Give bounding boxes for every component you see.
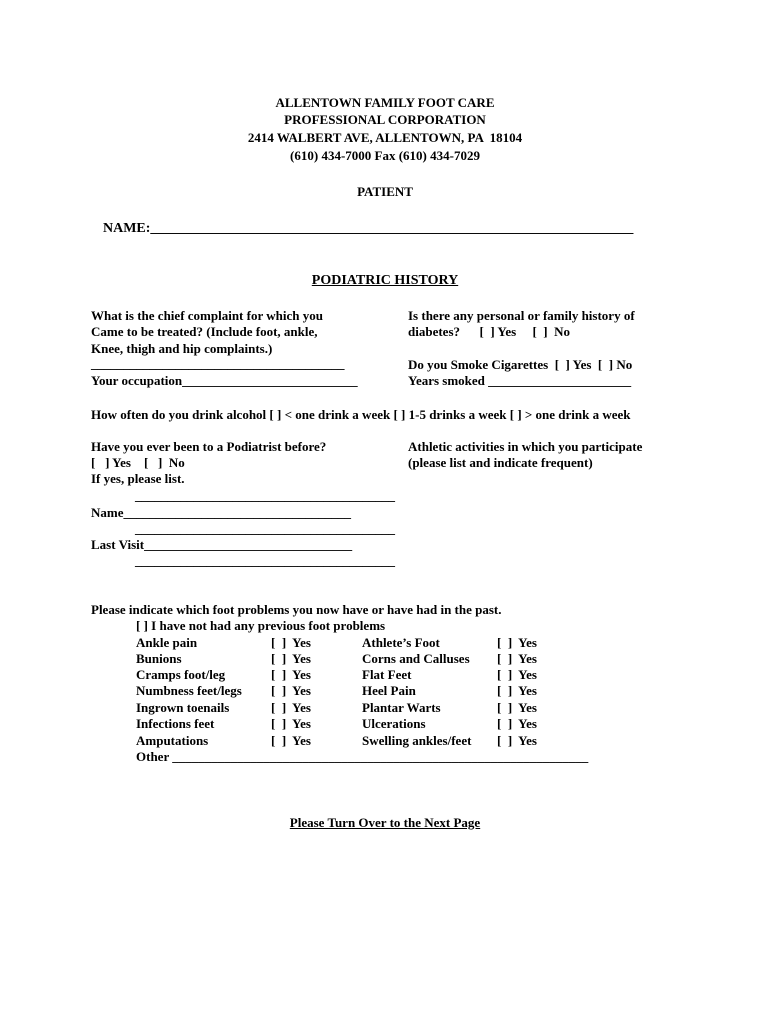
athletic-note: (please list and indicate frequent) xyxy=(408,455,593,470)
problem-yes-checkbox[interactable]: [ ] Yes xyxy=(271,651,311,666)
section-title: PODIATRIC HISTORY xyxy=(311,273,459,288)
chief-complaint-line[interactable]: _______________________________________ xyxy=(91,356,345,371)
podiatrist-line-c[interactable]: ________________________________________ xyxy=(135,553,395,568)
problem-yes-checkbox[interactable]: [ ] Yes xyxy=(497,683,537,698)
problem-yes-checkbox[interactable]: [ ] Yes xyxy=(271,635,311,650)
foot-problems-intro: Please indicate which foot problems you now have or have had in the past. xyxy=(91,602,502,617)
problem-label: Numbness feet/legs xyxy=(136,683,242,698)
chief-complaint-q2: Came to be treated? (Include foot, ankle, xyxy=(91,324,318,339)
years-smoked-field[interactable]: Years smoked ______________________ xyxy=(408,373,632,388)
patient-heading: PATIENT xyxy=(357,184,413,199)
podiatrist-if-yes: If yes, please list. xyxy=(91,471,185,486)
problem-yes-checkbox[interactable]: [ ] Yes xyxy=(271,667,311,682)
patient-name-field[interactable]: NAME:_____________________________________________________________________ xyxy=(103,221,634,236)
chief-complaint-q1: What is the chief complaint for which you xyxy=(91,308,323,323)
problem-yes-checkbox[interactable]: [ ] Yes xyxy=(271,716,311,731)
problem-yes-checkbox[interactable]: [ ] Yes xyxy=(497,651,537,666)
problem-yes-checkbox[interactable]: [ ] Yes xyxy=(497,667,537,682)
practice-name: ALLENTOWN FAMILY FOOT CARE xyxy=(275,95,495,110)
alcohol-question[interactable]: How often do you drink alcohol [ ] < one drink a week [ ] 1-5 drinks a week [ ] > one drink a week xyxy=(91,407,631,422)
smoke-question[interactable]: Do you Smoke Cigarettes [ ] Yes [ ] No xyxy=(408,357,633,372)
podiatrist-options[interactable]: [ ] Yes [ ] No xyxy=(91,455,185,470)
problem-label: Athlete’s Foot xyxy=(362,635,440,650)
problem-label: Flat Feet xyxy=(362,667,412,682)
podiatrist-question: Have you ever been to a Podiatrist before? xyxy=(91,439,327,454)
no-foot-problems-option[interactable]: [ ] I have not had any previous foot problems xyxy=(136,618,386,633)
problem-yes-checkbox[interactable]: [ ] Yes xyxy=(497,733,537,748)
problem-yes-checkbox[interactable]: [ ] Yes xyxy=(271,683,311,698)
chief-complaint-q3: Knee, thigh and hip complaints.) xyxy=(91,341,273,356)
problem-label: Cramps foot/leg xyxy=(136,667,226,682)
problem-label: Infections feet xyxy=(136,716,215,731)
problem-label: Swelling ankles/feet xyxy=(362,733,472,748)
other-problem-field[interactable]: Other ________________________________________________________________ xyxy=(136,749,589,764)
problem-yes-checkbox[interactable]: [ ] Yes xyxy=(497,700,537,715)
problem-yes-checkbox[interactable]: [ ] Yes xyxy=(497,716,537,731)
problem-label: Amputations xyxy=(136,733,209,748)
practice-address: 2414 WALBERT AVE, ALLENTOWN, PA 18104 xyxy=(247,130,523,145)
problem-label: Ulcerations xyxy=(362,716,426,731)
practice-corp: PROFESSIONAL CORPORATION xyxy=(284,112,486,127)
podiatrist-line-a[interactable]: ________________________________________ xyxy=(135,488,395,503)
podiatrist-name-field[interactable]: Name___________________________________ xyxy=(91,505,351,520)
problem-label: Bunions xyxy=(136,651,182,666)
problem-label: Ankle pain xyxy=(136,635,198,650)
diabetes-options[interactable]: diabetes? [ ] Yes [ ] No xyxy=(408,324,570,339)
occupation-field[interactable]: Your occupation___________________________ xyxy=(91,373,358,388)
problem-yes-checkbox[interactable]: [ ] Yes xyxy=(497,635,537,650)
problem-label: Heel Pain xyxy=(362,683,416,698)
diabetes-question: Is there any personal or family history of xyxy=(408,308,635,323)
problem-label: Ingrown toenails xyxy=(136,700,230,715)
problem-yes-checkbox[interactable]: [ ] Yes xyxy=(271,733,311,748)
problem-label: Corns and Calluses xyxy=(362,651,470,666)
athletic-question: Athletic activities in which you participate xyxy=(408,439,643,454)
podiatrist-line-b[interactable]: ________________________________________ xyxy=(135,521,395,536)
problem-label: Plantar Warts xyxy=(362,700,441,715)
practice-phone: (610) 434-7000 Fax (610) 434-7029 xyxy=(290,148,480,163)
last-visit-field[interactable]: Last Visit________________________________ xyxy=(91,537,353,552)
turn-over-note: Please Turn Over to the Next Page xyxy=(289,815,481,830)
problem-yes-checkbox[interactable]: [ ] Yes xyxy=(271,700,311,715)
